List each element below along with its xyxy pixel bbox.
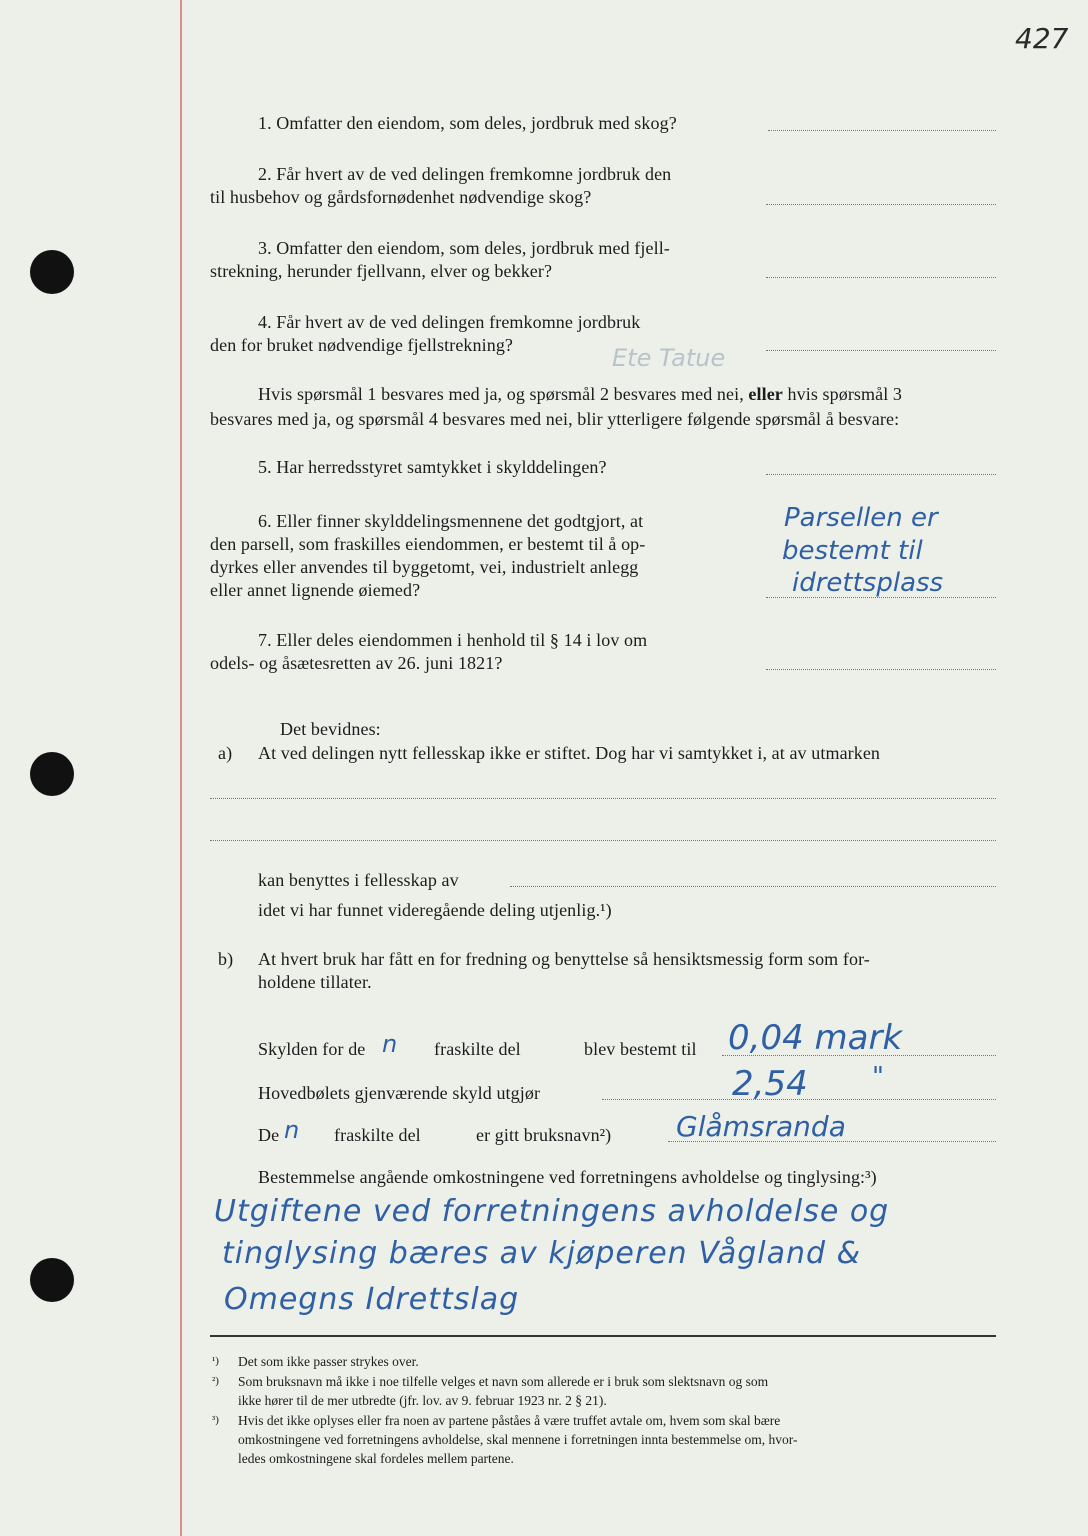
handwritten-answer-6-line-2: bestemt til [782,536,923,566]
footnote-marker-3: ³) [212,1414,219,1426]
item-a-marker: a) [218,743,233,763]
punch-hole [30,752,74,796]
question-5: 5. Har herredsstyret samtykket i skylddelingen? [258,457,607,477]
skyld-label: Skylden for de [258,1039,366,1059]
punch-hole [30,1258,74,1302]
condition-line-1 [258,383,902,406]
question-2-line-1: 2. Får hvert av de ved delingen fremkomne jordbruk den [258,164,672,184]
handwritten-answer-6-line-3: idrettsplass [792,568,944,598]
fraskilte-del-label: fraskilte del [434,1039,521,1059]
fill-line [510,886,996,887]
condition-text-b: hvis spørsmål 3 [787,384,903,404]
item-b-line-1: At hvert bruk har fått en for fredning og benyttelse så hensiktsmessig form som for- [258,949,870,969]
question-7-line-2: odels- og åsætesretten av 26. juni 1821? [210,653,503,673]
footnote-rule [210,1335,996,1337]
answer-line-1 [768,130,996,131]
page-number: 427 [1015,22,1069,55]
footnote-1: Det som ikke passer strykes over. [238,1354,419,1369]
idet-text: idet vi har funnet videregående deling utjenlig.¹) [258,900,612,920]
faint-bleedthrough: Ete Tatue [612,344,726,372]
bestemmelse-label: Bestemmelse angående omkostningene ved forretningens avholdelse og tinglysing:³) [258,1167,877,1187]
item-b-marker: b) [218,949,234,969]
question-3-line-1: 3. Omfatter den eiendom, som deles, jordbruk med fjell- [258,238,670,258]
condition-line-2: besvares med ja, og spørsmål 4 besvares med nei, blir ytterligere følgende spørsmål å besvare: [210,409,900,429]
answer-line-2 [766,204,996,205]
question-6-line-1: 6. Eller finner skylddelingsmennene det godtgjort, at [258,511,644,531]
handwritten-omkost-line-1: Utgiftene ved forretningens avholdelse og [214,1194,890,1229]
footnote-2-line-1: Som bruksnavn må ikke i noe tilfelle velges et navn som allerede er i bruk som slektsnavn og som [238,1374,769,1389]
footnote-2-line-2: ikke hører til de mer utbredte (jfr. lov. av 9. februar 1923 nr. 2 § 21). [238,1393,607,1408]
handwritten-skyld-value: 0,04 mark [728,1018,903,1058]
handwritten-omkost-line-2: tinglysing bæres av kjøperen Vågland & [222,1236,861,1271]
hovedbol-label: Hovedbølets gjenværende skyld utgjør [258,1083,541,1103]
bevidnes-heading: Det bevidnes: [280,719,381,739]
handwritten-n: n [382,1030,398,1058]
footnote-3-line-1: Hvis det ikke oplyses eller fra noen av partene påståes å være truffet avtale om, hvem som skal bære [238,1413,781,1428]
footnote-3-line-2: omkostningene ved forretningens avholdelse, skal mennene i forretningen innta bestemmelse om, hvor- [238,1432,798,1447]
question-6-line-2: den parsell, som fraskilles eiendommen, er bestemt til å op- [210,534,646,554]
blev-bestemt-label: blev bestemt til [584,1039,697,1059]
answer-line-4 [766,350,996,351]
condition-bold: eller [748,384,783,404]
handwritten-n: n [284,1116,300,1144]
question-6-line-3: dyrkes eller anvendes til byggetomt, vei, industrielt anlegg [210,557,639,577]
kan-benyttes-label: kan benyttes i fellesskap av [258,870,459,890]
handwritten-omkost-line-3: Omegns Idrettslag [224,1282,520,1317]
question-4-line-2: den for bruket nødvendige fjellstrekning? [210,335,514,355]
handwritten-answer-6-line-1: Parsellen er [784,503,938,533]
answer-line-3 [766,277,996,278]
item-b-line-2: holdene tillater. [258,972,372,992]
footnote-marker-2: ²) [212,1375,219,1387]
question-3-line-2: strekning, herunder fjellvann, elver og bekker? [210,261,553,281]
question-2-line-2: til husbehov og gårdsfornødenhet nødvendige skog? [210,187,592,207]
footnote-3-line-3: ledes omkostningene skal fordeles mellem partene. [238,1451,514,1466]
answer-line-6 [766,597,996,598]
answer-line-7 [766,669,996,670]
handwritten-bruksnavn: Glåmsranda [676,1110,846,1143]
den-label: De [258,1125,280,1145]
item-a-text: At ved delingen nytt fellesskap ikke er stiftet. Dog har vi samtykket i, at av utmarken [258,743,881,763]
question-7-line-1: 7. Eller deles eiendommen i henhold til § 14 i lov om [258,630,648,650]
question-1: 1. Omfatter den eiendom, som deles, jordbruk med skog? [258,113,677,133]
condition-text-a: Hvis spørsmål 1 besvares med ja, og spørsmål 2 besvares med nei, [258,384,744,404]
fill-line [210,798,996,799]
fraskilte-del-label: fraskilte del [334,1125,421,1145]
fill-line [668,1141,996,1142]
margin-rule [180,0,182,1536]
handwritten-hovedbol-value: 2,54 [732,1064,808,1104]
question-4-line-1: 4. Får hvert av de ved delingen fremkomne jordbruk [258,312,641,332]
punch-hole [30,250,74,294]
fill-line [210,840,996,841]
ditto-mark: " [872,1062,884,1092]
footnote-marker-1: ¹) [212,1355,219,1367]
question-6-line-4: eller annet lignende øiemed? [210,580,421,600]
answer-line-5 [766,474,996,475]
bruksnavn-label: er gitt bruksnavn²) [476,1125,612,1145]
fill-line [722,1055,996,1056]
